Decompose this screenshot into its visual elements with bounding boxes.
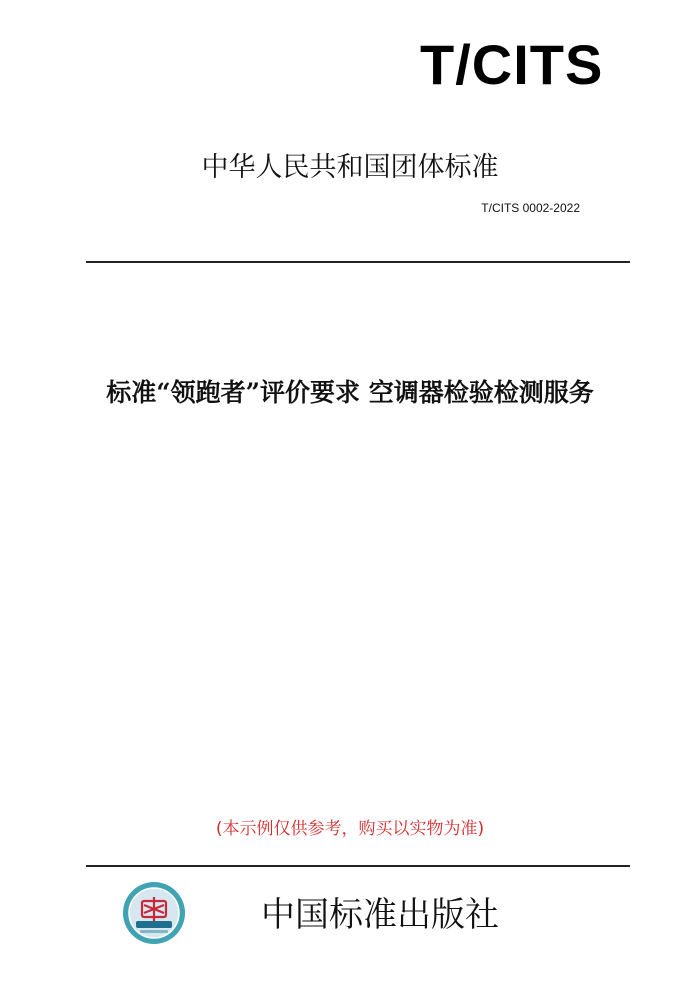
publisher-seal-graphic: [122, 881, 186, 945]
sample-disclaimer: (本示例仅供参考，购买以实物为准): [215, 819, 485, 839]
standard-number: T/CITS 0002-2022: [481, 201, 580, 215]
publisher-name: 中国标准出版社: [261, 895, 499, 935]
standard-code: T/CITS: [420, 33, 604, 96]
standard-type: 中华人民共和国团体标准: [201, 152, 499, 183]
publisher-seal-icon: [122, 881, 186, 945]
bottom-divider: [86, 865, 630, 867]
top-divider: [86, 261, 630, 263]
document-title: 标准“领跑者”评价要求 空调器检验检测服务: [106, 378, 594, 407]
